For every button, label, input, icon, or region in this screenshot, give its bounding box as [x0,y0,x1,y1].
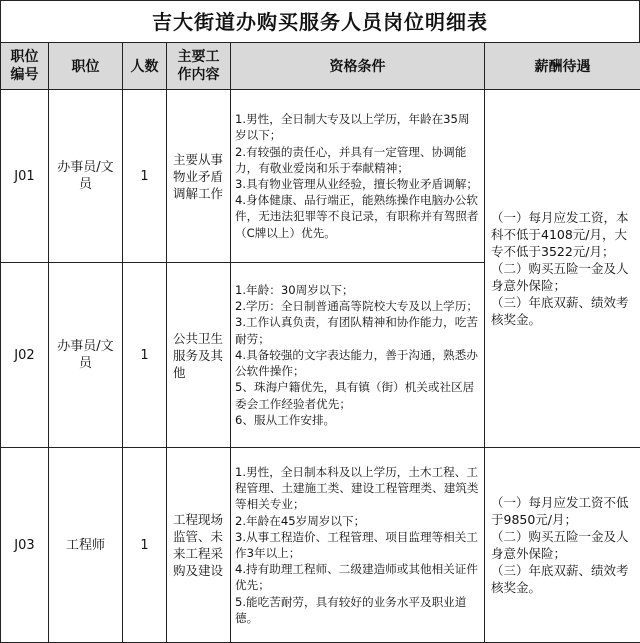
salary-cell [485,90,640,448]
qualification-item: 1.男性，全日制本科及以上学历，土木工程、工程管理、土建施工类、建设工程管理类、建筑类等相关专业； [235,464,480,513]
header-qualification: 资格条件 [231,43,485,90]
qualification-item: 3.具有物业管理从业经验，擅长物业矛盾调解； [235,176,480,192]
header-job-code-line1: 职位 [1,48,48,66]
header-count: 人数 [123,43,167,90]
position-line1: 办事员/文 [49,159,122,176]
qualification-item: 5、珠海户籍优先，具有镇（街）机关或社区居委会工作经验者优先； [235,379,480,411]
qualification-item: 3.从事工程造价、工程管理、项目监理等相关工作3年以上； [235,529,480,561]
position-line2: 员 [49,176,122,193]
job-table [0,42,640,643]
job-code: J01 [1,90,49,263]
table-row [1,448,640,643]
position: 工程师 [49,448,123,643]
qualification-item: 4.具备较强的文字表达能力，善于沟通，熟悉办公软件操作； [235,347,480,379]
main-duty: 公共卫生服务及其他 [167,263,231,448]
qualification-item: 2.有较强的责任心，并具有一定管理、协调能力，有敬业爱岗和乐于奉献精神； [235,144,480,176]
qualification-item: 1.年龄：30周岁以下； [235,282,480,298]
salary-item: （二）购买五险一金及人身意外保险； [491,260,636,294]
main-duty: 工程现场监管、未来工程采购及建设 [167,448,231,643]
page-title: 吉大街道办购买服务人员岗位明细表 [0,0,640,42]
job-code: J02 [1,263,49,448]
qualification-list [231,90,485,263]
salary-item: （三）年底双薪、绩效考核奖金。 [491,562,636,596]
header-duty-line2: 作内容 [167,66,230,84]
qualification-item: 3.工作认真负责，有团队精神和协作能力，吃苦耐劳； [235,314,480,346]
headcount: 1 [123,448,167,643]
salary-item: （一）每月应发工资不低于9850元/月； [491,494,636,528]
salary-item: （一）每月应发工资，本科不低于4108元/月，大专不低于3522元/月； [491,209,636,260]
header-duty-line1: 主要工 [167,48,230,66]
salary-item: （三）年底双薪、绩效考核奖金。 [491,294,636,328]
qualification-list [231,263,485,448]
position-line2: 员 [49,355,122,372]
qualification-item: 4.身体健康、品行端正，能熟练操作电脑办公软件，无违法犯罪等不良记录，有职称并有驾照者（C牌以上）优先。 [235,192,480,241]
header-salary: 薪酬待遇 [485,43,640,90]
position [49,90,123,263]
header-duty [167,43,231,90]
qualification-item: 2.年龄在45岁周岁以下； [235,513,480,529]
salary-cell [485,448,640,643]
job-code: J03 [1,448,49,643]
qualification-item: 4.持有助理工程师、二级建造师或其他相关证件优先； [235,561,480,593]
position [49,263,123,448]
qualification-item: 5.能吃苦耐劳，具有较好的业务水平及职业道德。 [235,594,480,626]
header-position: 职位 [49,43,123,90]
main-duty: 主要从事物业矛盾调解工作 [167,90,231,263]
header-job-code [1,43,49,90]
table-row [1,90,640,263]
headcount: 1 [123,263,167,448]
qualification-item: 6、服从工作安排。 [235,412,480,428]
qualification-item: 2.学历：全日制普通高等院校大专及以上学历； [235,298,480,314]
position-line1: 办事员/文 [49,338,122,355]
qualification-item: 1.男性，全日制大专及以上学历，年龄在35周岁以下； [235,111,480,143]
salary-item: （二）购买五险一金及人身意外保险； [491,528,636,562]
header-job-code-line2: 编号 [1,66,48,84]
qualification-list [231,448,485,643]
header-row [1,43,640,90]
headcount: 1 [123,90,167,263]
